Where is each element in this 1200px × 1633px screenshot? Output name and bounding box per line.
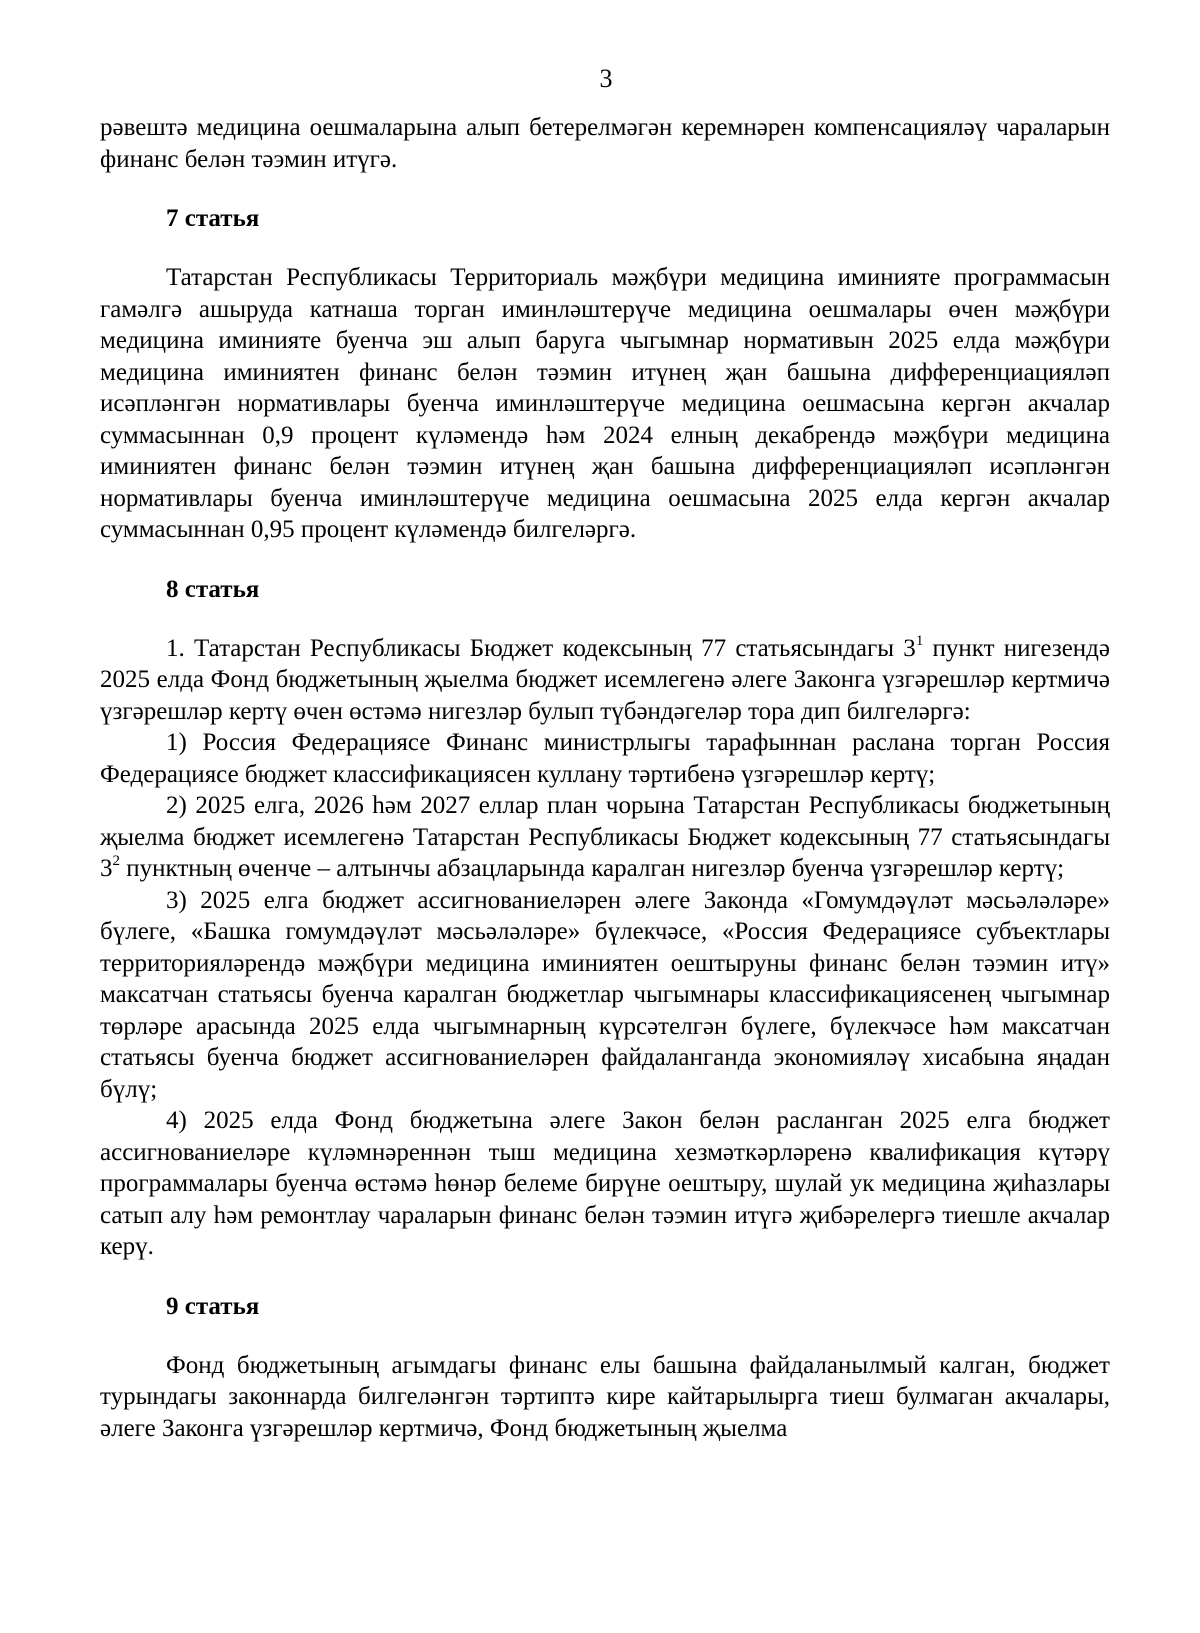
article-7-title: 7 статья [166,205,260,232]
article-8-item-2 [100,790,1110,885]
article-8-paragraph-1 [100,633,1110,728]
article-8-item-2-superscript: 2 [112,853,120,869]
article-9-paragraph: Фонд бюджетының агымдагы финанс елы башына файдаланылмый калган, бюджет турындагы законнарда билгеләнгән тәртиптә кире кайтарылырга тиеш булмаган акчалары, әлеге Законга үзгәрешләр кертмичә, Фонд бюджетының җыелма [100,1351,1110,1442]
article-8-p1-superscript: 1 [915,632,924,649]
article-8-item-4: 4) 2025 елда Фонд бюджетына әлеге Закон белән расланган 2025 елга бюджет ассигнованиеләре күләмнәреннән тыш медицина хезмәткәрләренә квалификация күтәрү программалары буенча өстәмә һөнәр белеме бирүне оештыру, шулай ук медицина җиһазлары сатып алу һәм ремонтлау чараларын финанс белән тәэмин итүгә җибәрелергә тиешле акчалар керү. [100,1107,1110,1260]
article-9-title: 9 статья [166,1292,260,1320]
article-8-p1-text-a: 1. Татарстан Республикасы Бюджет кодексының 77 статьясындагы 3 [166,634,916,662]
article-8-title: 8 статья [166,575,260,603]
article-8-item-3: 3) 2025 елга бюджет ассигнованиеләрен әлеге Законда «Гомумдәүләт мәсьәләләре» бүлеге, «Башка гомумдәүләт мәсьәләләре» бүлекчәсе, «Россия Федерациясе субъектлары территорияләрендә мәҗбүри медицина иминиятен оештыруны финанс белән тәэмин итү» максатчан статьясы буенча каралган бюджетлар чыгымнары классификациясенең чыгымнар төрләре арасында 2025 елда чыгымнарның күрсәтелгән бүлеге, бүлекчәсе һәм максатчан статьясы буенча бюджет ассигнованиеләрен файдаланганда экономияләү хисабына яңадан бүлү; [100,886,1110,1103]
intro-paragraph: рәвештә медицина оешмаларына алып бетерелмәгән керемнәрен компенсацияләү чараларын финанс белән тәэмин итүгә. [100,114,1110,173]
article-8-item-2-text-a: 2) 2025 елга, 2026 һәм 2027 еллар план чорына Татарстан Республикасы бюджетының җыелма бюджет исемлегенә Татарстан Республикасы Бюджет кодексының 77 статьясындагы 3 [100,792,1110,882]
article-8-item-1: 1) Россия Федерациясе Финанс министрлыгы тарафыннан раслана торган Россия Федерациясе бюджет классификациясен куллану тәртибенә үзгәрешләр кертү; [100,729,1110,788]
page-number: 3 [599,64,613,93]
article-8-item-2-text-b: пунктның өченче – алтынчы абзацларында каралган нигезләр буенча үзгәрешләр кертү; [120,855,1065,882]
article-8-p1-text-b: пункт нигезендә 2025 елда Фонд бюджетының җыелма бюджет исемлегенә әлеге Законга үзгәрешләр кертмичә үзгәрешләр кертү өчен өстәмә нигезләр булып түбәндәгеләр тора дип билгеләргә: [100,634,1111,725]
document-body [100,112,1110,1444]
article-7-paragraph: Татарстан Республикасы Территориаль мәҗбүри медицина иминияте программасын гамәлгә ашыруда катнаша торган иминләштерүче медицина оешмалары өчен мәҗбүри медицина иминияте буенча эш алып баруга чыгымнар нормативын 2025 елда мәҗбүри медицина иминиятен финанс белән тәэмин итүнең җан башына дифференциацияләп исәпләнгән нормативлары буенча иминләштерүче медицина оешмасына кергән акчалар суммасыннан 0,9 процент күләмендә һәм 2024 елның декабрендә мәҗбүри медицина иминиятен финанс белән тәэмин итүнең җан башына дифференциацияләп исәпләнгән нормативлары буенча иминләштерүче медицина оешмасына 2025 елда кергән акчалар суммасыннан 0,95 процент күләмендә билгеләргә. [100,264,1110,543]
